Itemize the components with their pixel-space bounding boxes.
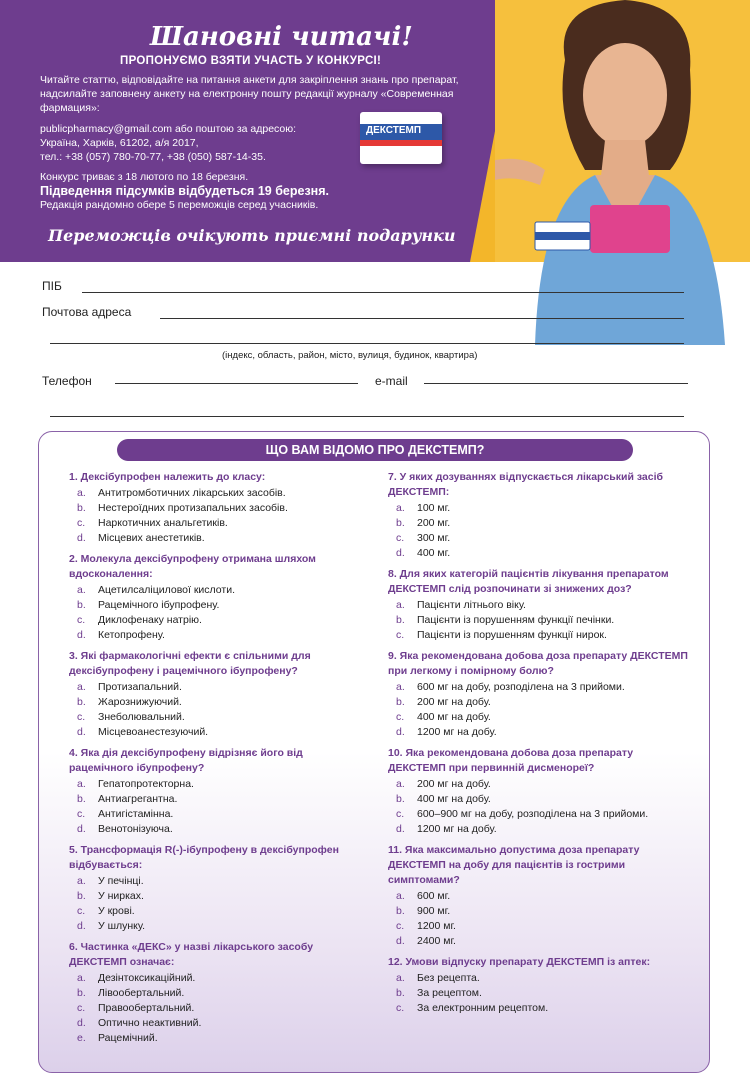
option-text: Місцевих анестетиків. [98,532,205,544]
answer-option[interactable] [388,889,688,904]
option-text: 600 мг на добу, розподілена на 3 прийоми. [417,681,625,693]
option-text: 900 мг. [417,905,451,917]
name-field[interactable] [82,292,684,293]
option-text: 2400 мг. [417,935,456,947]
intro-text: Читайте статтю, відповідайте на питання анкети для закріплення знань про препарат, надсилайте заповнену анкету на електронну пошту редакції журналу «Современная фармация»: [40,74,459,114]
phone-label: Телефон [42,374,92,388]
answer-option[interactable] [388,904,688,919]
quiz-question [69,940,359,1046]
option-letter: a. [396,890,405,902]
answer-option[interactable] [69,583,359,598]
option-letter: b. [396,517,405,529]
option-letter: d. [396,823,405,835]
prize-text: Переможців очікують приємні подарунки [48,226,456,245]
answer-option[interactable] [69,822,359,837]
option-text: Кетопрофену. [98,629,165,641]
option-text: Знеболювальний. [98,711,185,723]
option-text: Антитромботичних лікарських засобів. [98,487,286,499]
answer-option[interactable] [388,792,688,807]
results-date: Підведення підсумків відбудеться 19 березня. [40,184,329,198]
answer-option[interactable] [388,777,688,792]
answer-option[interactable] [69,971,359,986]
quiz-question [388,567,688,643]
answer-option[interactable] [69,501,359,516]
option-text: У крові. [98,905,135,917]
quiz-column-left [69,470,359,1052]
answer-option[interactable] [69,904,359,919]
quiz-title: ЩО ВАМ ВІДОМО ПРО ДЕКСТЕМП? [117,439,633,461]
option-letter: a. [396,681,405,693]
pink-wallet [590,205,670,253]
answer-option[interactable] [69,531,359,546]
option-letter: a. [396,502,405,514]
answer-option[interactable] [69,516,359,531]
option-letter: b. [396,696,405,708]
question-text: 2. Молекула дексібупрофену отримана шляхом вдосконалення: [69,553,316,580]
option-text: Нестероїдних протизапальних засобів. [98,502,288,514]
option-text: Пацієнти із порушенням функції нирок. [417,629,607,641]
option-letter: d. [77,726,86,738]
option-letter: a. [396,778,405,790]
option-text: Лівообертальний. [98,987,185,999]
answer-option[interactable] [388,986,688,1001]
option-letter: d. [77,1017,86,1029]
product-name: ДЕКСТЕМП [366,125,422,136]
option-text: У нирках. [98,890,144,902]
answer-option[interactable] [69,874,359,889]
option-letter: b. [396,614,405,626]
quiz-question [69,552,359,643]
option-text: 400 мг. [417,547,451,559]
answer-option[interactable] [388,628,688,643]
model-photo [495,0,750,345]
answer-option[interactable] [69,725,359,740]
option-text: Місцевоанестезуючий. [98,726,209,738]
name-label: ПІБ [42,279,62,293]
option-text: 1200 мг. [417,920,456,932]
answer-option[interactable] [388,695,688,710]
option-letter: c. [396,532,405,544]
option-text: 200 мг на добу. [417,696,491,708]
option-letter: d. [77,532,86,544]
answer-option[interactable] [388,1001,688,1016]
address-field[interactable] [160,318,684,319]
page-subtitle: ПРОПОНУЄМО ВЗЯТИ УЧАСТЬ У КОНКУРСІ! [120,55,382,67]
answer-option[interactable] [69,710,359,725]
face [583,43,667,147]
answer-option[interactable] [388,680,688,695]
answer-option[interactable] [388,934,688,949]
question-text: 6. Частинка «ДЕКС» у назві лікарського засобу ДЕКСТЕМП означає: [69,941,314,968]
email-field[interactable] [424,383,688,384]
question-text: 11. Яка максимально допустима доза препарату ДЕКСТЕМП на добу для пацієнтів із гострими симптомами? [388,844,640,886]
option-text: Пацієнти із порушенням функції печінки. [417,614,615,626]
answer-option[interactable] [388,613,688,628]
option-letter: a. [77,875,86,887]
option-letter: b. [77,987,86,999]
option-text: Наркотичних анальгетиків. [98,517,228,529]
question-text: 5. Трансформація R(-)-ібупрофену в дексібупрофен відбувається: [69,844,339,871]
option-text: Антиагрегантна. [98,793,178,805]
answer-option[interactable] [69,986,359,1001]
extra-field-line[interactable] [50,416,684,417]
quiz-question [388,843,688,949]
answer-option[interactable] [388,725,688,740]
option-text: 100 мг. [417,502,451,514]
option-text: Венотонізуюча. [98,823,173,835]
answer-option[interactable] [388,516,688,531]
answer-option[interactable] [69,598,359,613]
option-letter: b. [77,793,86,805]
answer-option[interactable] [388,822,688,837]
option-letter: e. [77,1032,86,1044]
option-text: 600 мг. [417,890,451,902]
option-text: Оптично неактивний. [98,1017,202,1029]
option-letter: c. [77,711,86,723]
option-letter: d. [396,935,405,947]
option-text: Антигістамінна. [98,808,174,820]
answer-option[interactable] [388,971,688,986]
option-text: Гепатопротекторна. [98,778,194,790]
option-letter: d. [396,726,405,738]
answer-option[interactable] [69,695,359,710]
option-text: Дезінтоксикаційний. [98,972,196,984]
answer-option[interactable] [69,613,359,628]
product-box-image [360,112,442,164]
quiz-question [69,843,359,934]
page-title: Шановні читачі! [150,22,413,52]
option-letter: d. [396,547,405,559]
quiz-question [388,955,688,1016]
winners-note: Редакція рандомно обере 5 переможців серед учасників. [40,199,319,211]
option-letter: c. [396,808,405,820]
option-text: 1200 мг на добу. [417,726,497,738]
option-letter: c. [77,517,86,529]
option-text: Рацемічного ібупрофену. [98,599,220,611]
answer-option[interactable] [69,777,359,792]
answer-option[interactable] [388,598,688,613]
question-text: 12. Умови відпуску препарату ДЕКСТЕМП із аптек: [388,956,651,968]
option-letter: a. [77,487,86,499]
contest-period: Конкурс триває з 18 лютого по 18 березня. [40,171,249,183]
option-text: У печінці. [98,875,144,887]
answer-option[interactable] [69,628,359,643]
option-letter: b. [77,502,86,514]
answer-option[interactable] [69,807,359,822]
option-text: Протизапальний. [98,681,182,693]
option-text: 400 мг на добу. [417,711,491,723]
option-letter: a. [77,972,86,984]
question-text: 1. Дексібупрофен належить до класу: [69,471,266,483]
answer-option[interactable] [69,792,359,807]
option-letter: d. [77,920,86,932]
question-text: 8. Для яких категорій пацієнтів лікування препаратом ДЕКСТЕМП слід розпочинати зі знижених доз? [388,568,669,595]
quiz-panel [38,431,710,1073]
question-text: 3. Які фармакологічні ефекти є спільними для дексібупрофену і рацемічного ібупрофену? [69,650,311,677]
address-label: Почтова адреса [42,305,132,319]
quiz-question [388,649,688,740]
option-letter: b. [77,696,86,708]
address-field-line2[interactable] [50,343,684,344]
option-text: Ацетилсаліцилової кислоти. [98,584,235,596]
answer-option[interactable] [388,501,688,516]
option-letter: b. [396,987,405,999]
option-text: Правообертальний. [98,1002,195,1014]
option-letter: c. [77,1002,86,1014]
option-letter: a. [396,972,405,984]
option-letter: b. [77,599,86,611]
option-text: Диклофенаку натрію. [98,614,202,626]
question-text: 10. Яка рекомендована добова доза препарату ДЕКСТЕМП при первинній дисменореї? [388,747,634,774]
option-text: Рацемічний. [98,1032,158,1044]
option-letter: a. [77,681,86,693]
option-letter: c. [396,1002,405,1014]
quiz-question [69,470,359,546]
option-text: За електронним рецептом. [417,1002,549,1014]
answer-option[interactable] [69,919,359,934]
option-text: 1200 мг на добу. [417,823,497,835]
option-letter: a. [77,778,86,790]
option-text: 600–900 мг на добу, розподілена на 3 прийоми. [417,808,649,820]
option-letter: c. [396,629,405,641]
option-text: За рецептом. [417,987,482,999]
answer-option[interactable] [69,486,359,501]
question-text: 4. Яка дія дексібупрофену відрізняє його від рацемічного ібупрофену? [69,747,303,774]
option-text: У шлунку. [98,920,146,932]
quiz-question [388,470,688,561]
option-letter: a. [77,584,86,596]
option-letter: d. [77,629,86,641]
answer-option[interactable] [69,1031,359,1046]
contact-address: Україна, Харків, 61202, а/я 2017, [40,137,199,149]
email-label: e-mail [375,374,408,388]
answer-option[interactable] [388,807,688,822]
option-letter: c. [396,920,405,932]
option-letter: c. [77,905,86,917]
option-letter: b. [77,890,86,902]
answer-option[interactable] [69,889,359,904]
answer-option[interactable] [69,1001,359,1016]
option-letter: c. [77,614,86,626]
quiz-question [388,746,688,837]
option-letter: c. [396,711,405,723]
quiz-question [69,746,359,837]
option-letter: d. [77,823,86,835]
phone-field[interactable] [115,383,358,384]
contact-block [40,122,360,164]
option-text: 400 мг на добу. [417,793,491,805]
contest-dates [40,170,460,212]
option-text: Пацієнти літнього віку. [417,599,526,611]
option-text: 200 мг. [417,517,451,529]
answer-option[interactable] [388,531,688,546]
option-text: Без рецепта. [417,972,480,984]
option-text: 300 мг. [417,532,451,544]
option-text: 200 мг на добу. [417,778,491,790]
question-text: 9. Яка рекомендована добова доза препарату ДЕКСТЕМП при легкому і помірному болю? [388,650,688,677]
answer-option[interactable] [388,710,688,725]
answer-option[interactable] [388,546,688,561]
contact-phones: тел.: +38 (057) 780-70-77, +38 (050) 587-14-35. [40,151,266,163]
quiz-question [69,649,359,740]
address-hint: (індекс, область, район, місто, вулиця, будинок, квартира) [222,350,478,361]
question-text: 7. У яких дозуваннях відпускається лікарський засіб ДЕКСТЕМП: [388,471,663,498]
answer-option[interactable] [69,1016,359,1031]
answer-option[interactable] [69,680,359,695]
option-letter: b. [396,905,405,917]
option-text: Жарознижуючий. [98,696,182,708]
option-letter: b. [396,793,405,805]
contact-email: publicpharmacy@gmail.com або поштою за адресою: [40,123,297,135]
quiz-column-right [388,470,688,1022]
answer-option[interactable] [388,919,688,934]
option-letter: a. [396,599,405,611]
option-letter: c. [77,808,86,820]
